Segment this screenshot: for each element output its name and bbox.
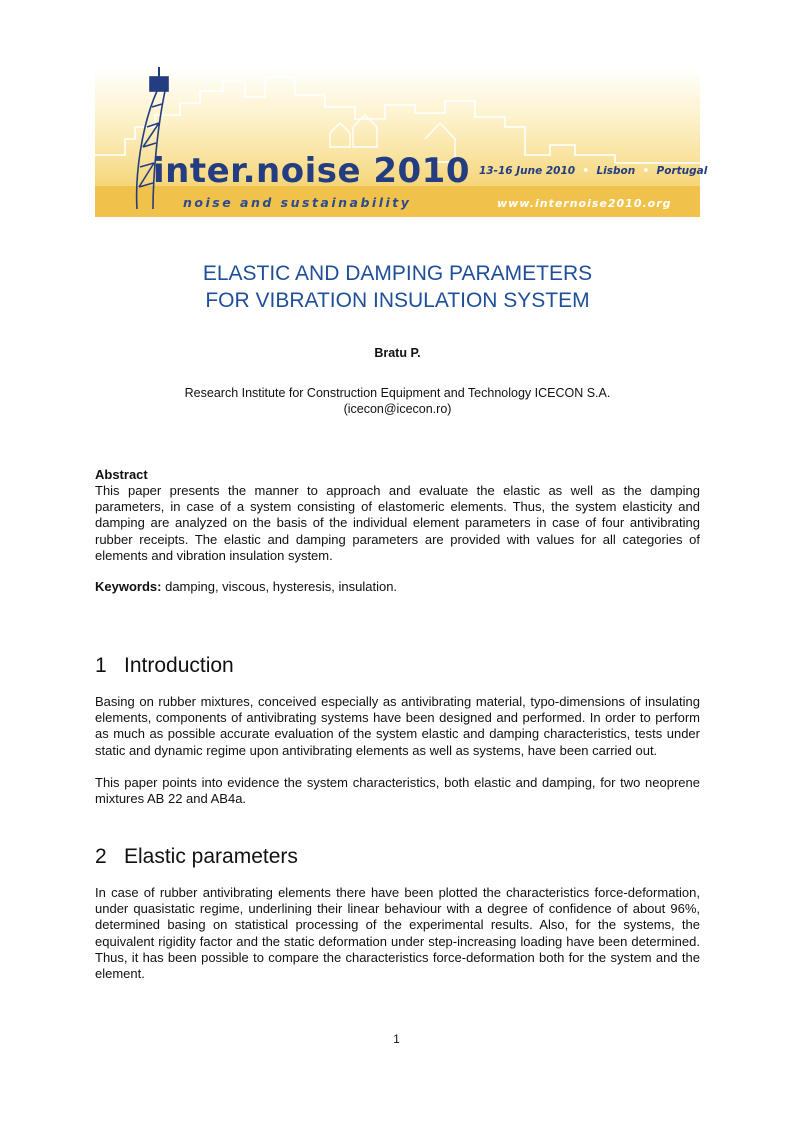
- section-1-paragraph-2: This paper points into evidence the system characteristics, both elastic and damping, for two neoprene mixtures AB 22 and AB4a.: [95, 775, 700, 807]
- banner-date: 13-16 June 2010: [479, 165, 576, 177]
- section-number: 1: [95, 654, 107, 677]
- keywords: [95, 579, 700, 595]
- section-heading-introduction: [95, 653, 234, 679]
- section-title: Elastic parameters: [124, 845, 298, 868]
- section-2-paragraph-1: In case of rubber antivibrating elements there have been plotted the characteristics force-deformation, under quasistatic regime, underlining their linear behaviour with a degree of confidence of about 96%, determined basing on statistical processing of the experimental results. Also, for the systems, the equivalent rigidity factor and the static deformation under step-increasing loading have been determined. Thus, it has been possible to compare the characteristics force-deformation both for the system and the element.: [95, 885, 700, 982]
- banner-date-location: [479, 165, 707, 177]
- banner-subtitle: noise and sustainability: [183, 195, 412, 210]
- section-heading-elastic-parameters: [95, 844, 298, 870]
- banner-title: inter.noise 2010: [153, 151, 470, 191]
- abstract-heading: Abstract: [95, 467, 148, 482]
- banner-country: Portugal: [656, 165, 708, 177]
- banner-url[interactable]: www.internoise2010.org: [497, 197, 672, 210]
- dot-separator: •: [638, 165, 653, 177]
- conference-banner: [95, 67, 708, 217]
- author: Bratu P.: [374, 346, 421, 360]
- section-number: 2: [95, 845, 107, 868]
- banner-city: Lisbon: [596, 165, 636, 177]
- affiliation: Research Institute for Construction Equipment and Technology ICECON S.A.: [184, 386, 611, 400]
- keywords-label: Keywords:: [95, 579, 162, 594]
- section-title: Introduction: [124, 654, 234, 677]
- email[interactable]: (icecon@icecon.ro): [343, 402, 452, 416]
- page-number: 1: [393, 1032, 400, 1046]
- keywords-text: damping, viscous, hysteresis, insulation.: [165, 579, 398, 594]
- abstract-text: This paper presents the manner to approach and evaluate the elastic as well as the damping parameters, in case of a system consisting of elastomeric elements. Thus, the system elasticity and damping are analyzed on the basis of the individual element parameters in case of four antivibrating rubber receipts. The elastic and damping parameters are provided with values for all categories of elements and vibration insulation system.: [95, 483, 700, 563]
- section-1-paragraph-1: Basing on rubber mixtures, conceived especially as antivibrating material, typo-dimensions of insulating elements, components of antivibrating systems have been designed and performed. In order to perform as much as possible accurate evaluation of the system elastic and damping characteristics, tests under static and dynamic regime upon antivibrating elements as well as systems, have been carried out.: [95, 694, 700, 758]
- paper-title-line-1: ELASTIC AND DAMPING PARAMETERS: [202, 262, 593, 285]
- dot-separator: •: [578, 165, 593, 177]
- paper-title-line-2: FOR VIBRATION INSULATION SYSTEM: [205, 289, 590, 312]
